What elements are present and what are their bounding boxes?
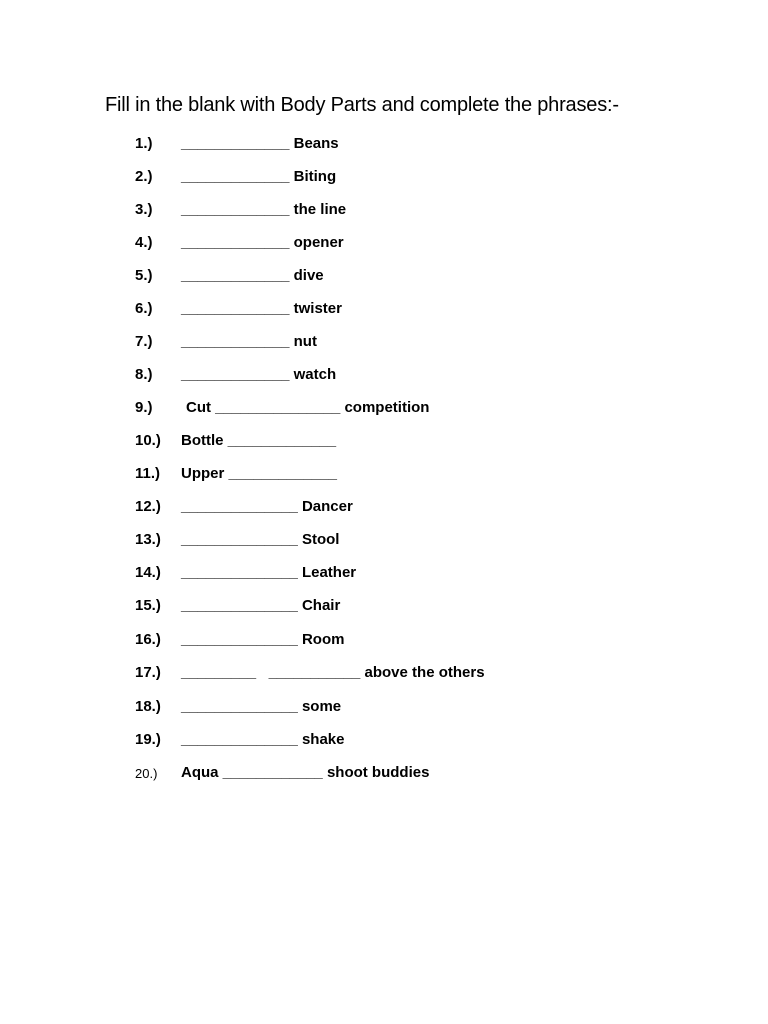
- item-phrase: ______________ Leather: [181, 564, 357, 581]
- list-item: [0, 764, 768, 786]
- list-item: [0, 201, 768, 223]
- list-item: [0, 564, 768, 586]
- list-item: [0, 731, 768, 753]
- list-item: [0, 300, 768, 322]
- item-phrase: ______________ shake: [181, 731, 345, 748]
- item-number: 8.): [135, 366, 153, 383]
- item-number: 17.): [135, 664, 161, 681]
- item-number: 4.): [135, 234, 153, 251]
- item-number: 11.): [135, 465, 161, 482]
- item-phrase: _____________ twister: [181, 300, 342, 317]
- item-phrase: _____________ opener: [181, 234, 344, 251]
- item-phrase: ______________ some: [181, 698, 342, 715]
- list-item: [0, 597, 768, 619]
- list-item: [0, 432, 768, 454]
- item-phrase: ______________ Dancer: [181, 498, 353, 515]
- item-number: 16.): [135, 631, 161, 648]
- item-number: 14.): [135, 564, 161, 581]
- list-item: [0, 168, 768, 190]
- list-item: [0, 698, 768, 720]
- item-phrase: _________ ___________ above the others: [181, 664, 485, 681]
- item-number: 2.): [135, 168, 153, 185]
- list-item: [0, 333, 768, 355]
- item-number: 6.): [135, 300, 153, 317]
- item-number: 20.): [135, 766, 158, 781]
- list-item: [0, 465, 768, 487]
- item-number: 18.): [135, 698, 161, 715]
- item-phrase: _____________ dive: [181, 267, 324, 284]
- worksheet-title: Fill in the blank with Body Parts and complete the phrases:-: [105, 94, 619, 116]
- item-number: 10.): [135, 432, 161, 449]
- item-phrase: _____________ nut: [181, 333, 317, 350]
- item-phrase: Bottle _____________: [181, 432, 337, 449]
- list-item: [0, 631, 768, 653]
- item-number: 3.): [135, 201, 153, 218]
- item-number: 13.): [135, 531, 161, 548]
- item-phrase: ______________ Stool: [181, 531, 340, 548]
- item-number: 1.): [135, 135, 153, 152]
- item-phrase: Aqua ____________ shoot buddies: [181, 764, 430, 781]
- item-number: 9.): [135, 399, 153, 416]
- list-item: [0, 366, 768, 388]
- item-phrase: _____________ the line: [181, 201, 347, 218]
- list-item: [0, 498, 768, 520]
- list-item: [0, 664, 768, 686]
- list-item: [0, 135, 768, 157]
- item-phrase: _____________ Beans: [181, 135, 339, 152]
- list-item: [0, 531, 768, 553]
- item-phrase: _____________ watch: [181, 366, 337, 383]
- list-item: [0, 399, 768, 421]
- item-number: 15.): [135, 597, 161, 614]
- item-phrase: Cut _______________ competition: [186, 399, 430, 416]
- item-phrase: _____________ Biting: [181, 168, 337, 185]
- item-phrase: ______________ Room: [181, 631, 345, 648]
- item-phrase: Upper _____________: [181, 465, 337, 482]
- item-number: 19.): [135, 731, 161, 748]
- item-number: 5.): [135, 267, 153, 284]
- item-number: 12.): [135, 498, 161, 515]
- list-item: [0, 234, 768, 256]
- list-item: [0, 267, 768, 289]
- item-number: 7.): [135, 333, 153, 350]
- item-phrase: ______________ Chair: [181, 597, 341, 614]
